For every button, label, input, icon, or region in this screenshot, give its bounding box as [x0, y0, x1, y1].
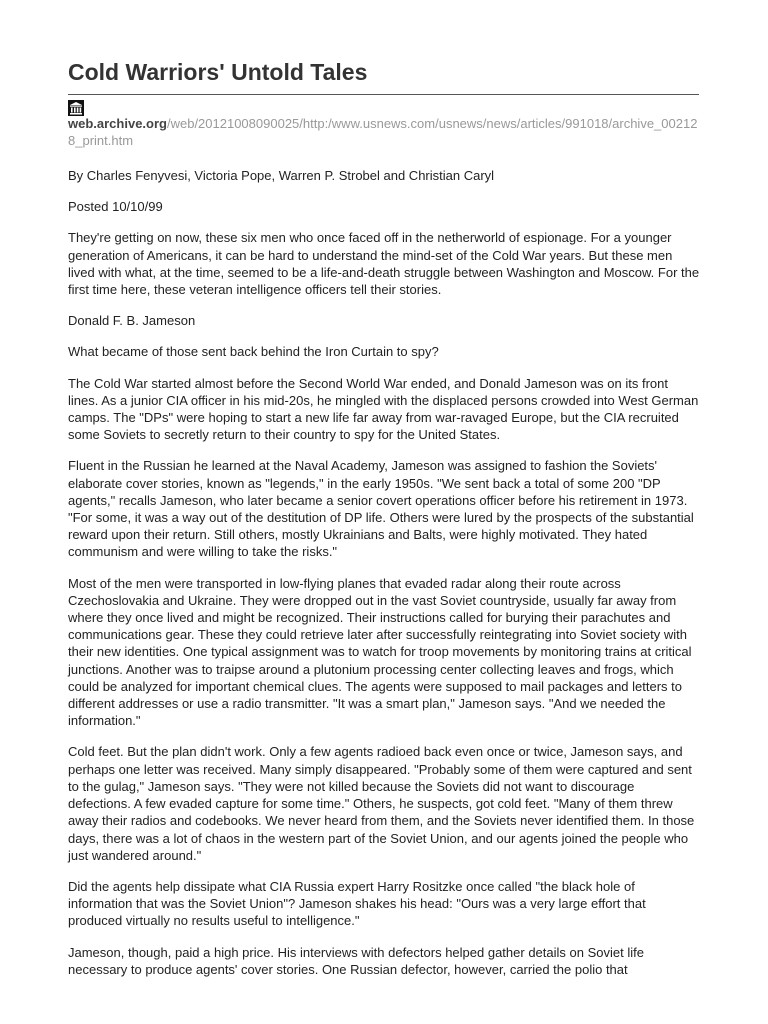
posted-date: Posted 10/10/99	[68, 199, 163, 215]
paragraph: The Cold War started almost before the Second World War ended, and Donald Jameson was on its front lines. As a junior CIA officer in his mid-20s, he mingled with the displaced persons crowded into West German camps. The "DPs" were hoping to start a new life far away from war-ravaged Europe, but the CIA recruited some Soviets to secretly return to their country to spy for the United States.	[68, 375, 699, 443]
page-title: Cold Warriors' Untold Tales	[68, 59, 368, 85]
source-path[interactable]: /web/20121008090025/http:/www.usnews.com/usnews/news/articles/991018/archive_002128_print.htm	[68, 116, 698, 148]
paragraph: They're getting on now, these six men who once faced off in the netherworld of espionage. For a younger generation of Americans, it can be hard to understand the mind-set of the Cold War years. But these men lived with what, at the time, seemed to be a life-and-death struggle between Washington and Moscow. For the first time here, these veteran intelligence officers tell their stories.	[68, 230, 700, 298]
section-name: Donald F. B. Jameson	[68, 313, 196, 329]
section-question: What became of those sent back behind the Iron Curtain to spy?	[68, 344, 439, 360]
paragraph: Did the agents help dissipate what CIA Russia expert Harry Rositzke once called "the black hole of information that was the Soviet Union"? Jameson shakes his head: "Ours was a very large effort that produced virtually no results useful to intelligence."	[68, 878, 646, 929]
paragraph: Cold feet. But the plan didn't work. Only a few agents radioed back even once or twice, Jameson says, and perhaps one letter was received. Many simply disappeared. "Probably some of them were captured and sent to the gulag," Jameson says. "They were not killed because the Soviets did not want to discourage defections. A few evaded capture for some time." Others, he suspects, got cold feet. "Many of them threw away their radios and codebooks. We never heard from them, and the Soviets never identified them. In those days, there was a lot of chaos in the western part of the Soviet Union, and our agents joined the people who just wandered around."	[68, 744, 695, 863]
byline: By Charles Fenyvesi, Victoria Pope, Warren P. Strobel and Christian Caryl	[68, 168, 495, 183]
paragraph: Fluent in the Russian he learned at the Naval Academy, Jameson was assigned to fashion the Soviets' elaborate cover stories, known as "legends," in the early 1950s. "We sent back a total of some 200 "DP agents," recalls Jameson, who later became a senior covert operations officer before his retirement in 1973. "For some, it was a way out of the destitution of DP life. Others were lured by the prospects of the substantial reward upon their return. Still others, mostly Ukrainians and Balts, were highly motivated. They hated communism and were willing to take the risks."	[68, 458, 694, 560]
source-url[interactable]	[68, 115, 700, 149]
article-body	[68, 167, 700, 992]
source-domain[interactable]: web.archive.org	[68, 116, 167, 131]
title-divider	[68, 94, 699, 95]
archive-building-icon	[68, 100, 84, 116]
paragraph: Most of the men were transported in low-flying planes that evaded radar along their route across Czechoslovakia and Ukraine. They were dropped out in the vast Soviet countryside, usually far away from where they once lived and might be recognized. Their instructions called for burying their parachutes and communications gear. These they could retrieve later after successfully reintegrating into Soviet society with their new identities. One typical assignment was to watch for troop movements by monitoring trains at critical junctions. Another was to traipse around a plutonium processing center collecting leaves and frogs, which could be analyzed for important chemical clues. The agents were supposed to mail packages and letters to different addresses or use a radio transmitter. "It was a smart plan," Jameson says. "And we needed the information."	[68, 575, 692, 729]
paragraph: Jameson, though, paid a high price. His interviews with defectors helped gather details on Soviet life necessary to produce agents' cover stories. One Russian defector, however, carried the polio that	[68, 944, 644, 977]
